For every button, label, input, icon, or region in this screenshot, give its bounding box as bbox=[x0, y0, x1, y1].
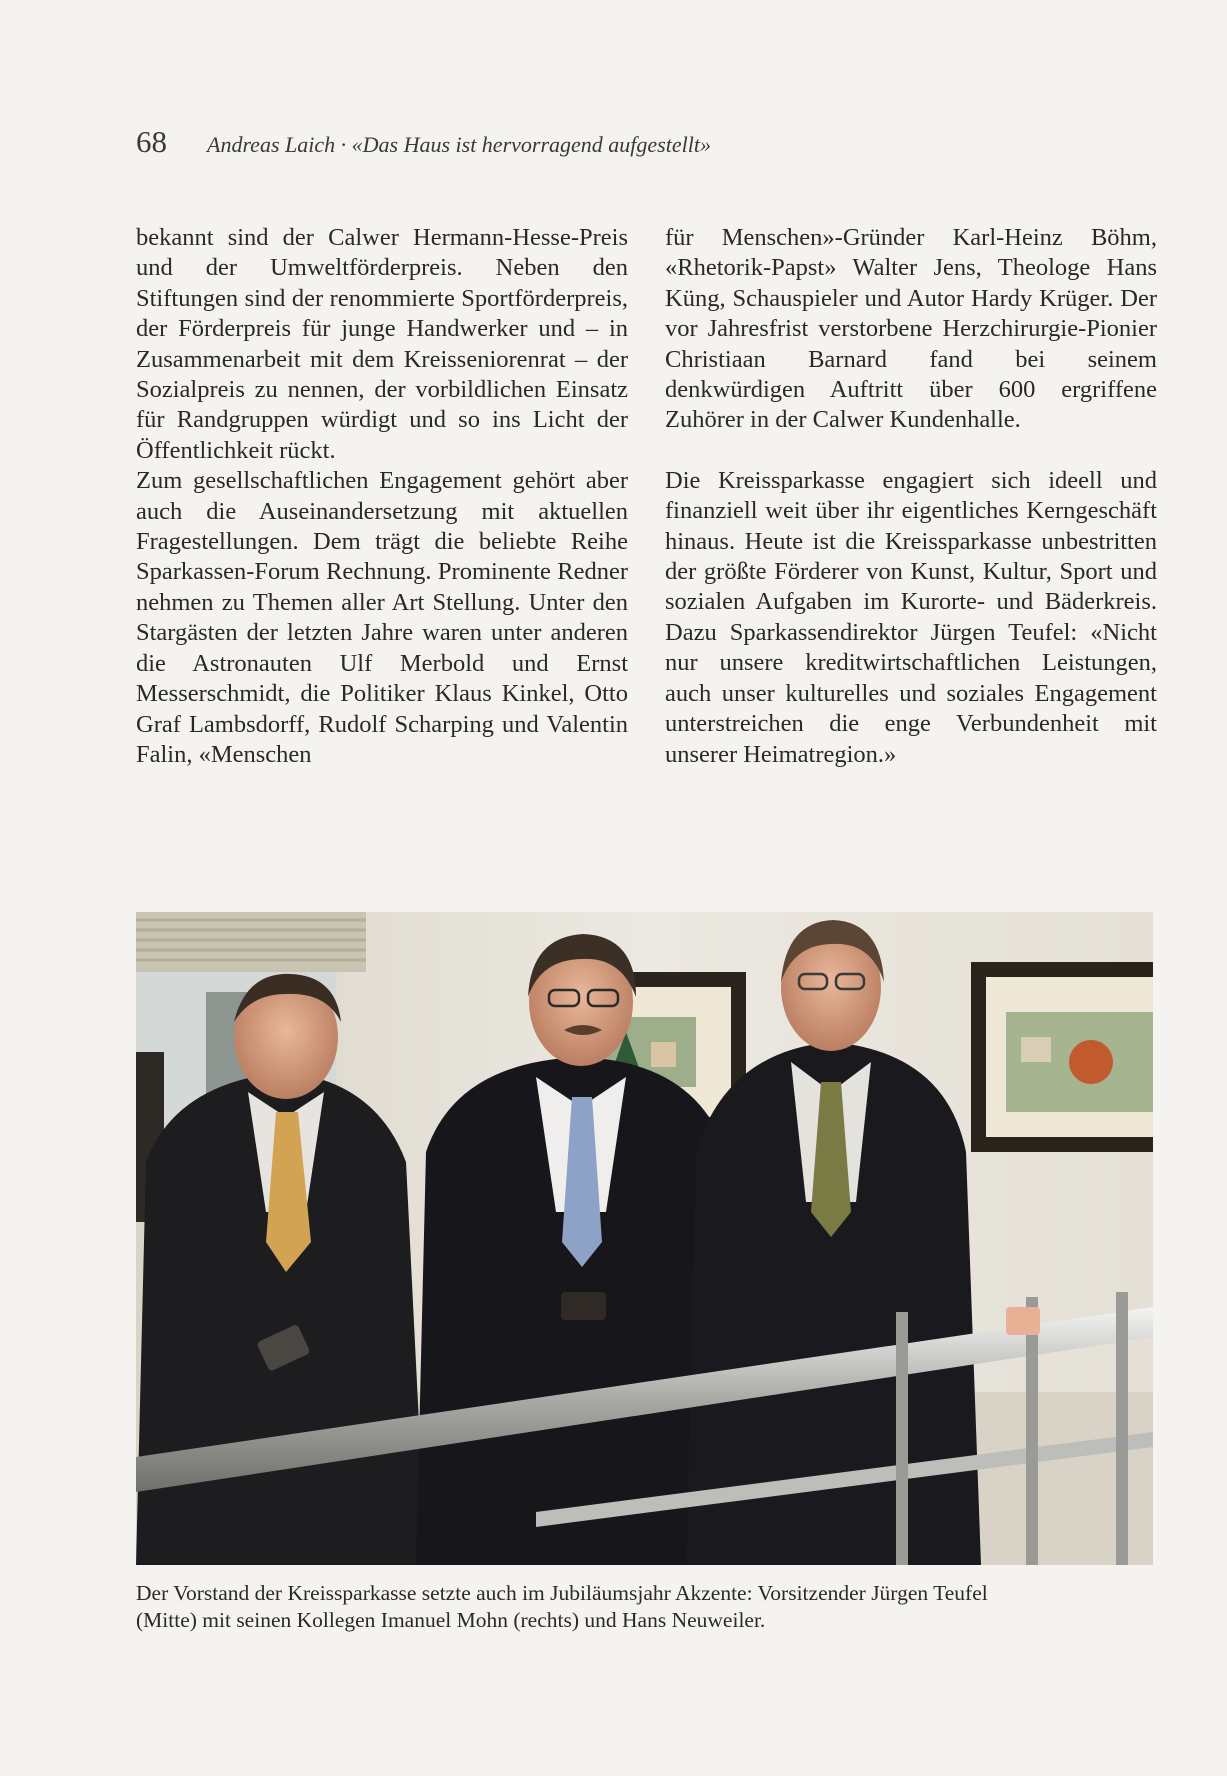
paragraph: für Menschen»-Gründer Karl-Heinz Böhm, «Rhetorik-Papst» Walter Jens, Theologe Hans Küng, Schauspieler und Autor Hardy Krüger. Der vor Jahresfrist verstorbene Herzchirurgie-Pionier Christiaan Barnard fand bei seinem denkwürdigen Auftritt über 600 ergriffene Zuhörer in der Calwer Kundenhalle. bbox=[665, 224, 1157, 434]
page-header bbox=[136, 124, 711, 160]
group-photo bbox=[136, 912, 1153, 1565]
running-head: Andreas Laich · «Das Haus ist hervorragend aufgestellt» bbox=[207, 132, 711, 157]
caption-line: (Mitte) mit seinen Kollegen Imanuel Mohn (rechts) und Hans Neuweiler. bbox=[136, 1608, 766, 1632]
left-column bbox=[136, 223, 628, 770]
right-column bbox=[665, 223, 1157, 770]
photo-caption bbox=[136, 1580, 1156, 1634]
paragraph: bekannt sind der Calwer Hermann-Hesse-Preis und der Umweltförderpreis. Neben den Stiftungen sind der renommierte Sportförderpreis, der Förderpreis für junge Handwerker und – in Zusammenarbeit mit dem Kreisseniorenrat – der Sozialpreis zu nennen, der vorbildlichen Einsatz für Randgruppen würdigt und so ins Licht der Öffentlichkeit rückt. bbox=[136, 224, 628, 464]
paragraph: Zum gesellschaftlichen Engagement gehört aber auch die Auseinandersetzung mit aktuellen Fragestellungen. Dem trägt die beliebte Reihe Sparkassen-Forum Rechnung. Prominente Redner nehmen zu Themen aller Art Stellung. Unter den Stargästen der letzten Jahre waren unter anderen die Astronauten Ulf Merbold und Ernst Messerschmidt, die Politiker Klaus Kinkel, Otto Graf Lambsdorff, Rudolf Scharping und Valentin Falin, «Menschen bbox=[136, 467, 628, 768]
paragraph: Die Kreissparkasse engagiert sich ideell und finanziell weit über ihr eigentliches Kerngeschäft hinaus. Heute ist die Kreissparkasse unbestritten der größte Förderer von Kunst, Kultur, Sport und sozialen Aufgaben im Kurorte- und Bäderkreis. Dazu Sparkassendirektor Jürgen Teufel: «Nicht nur unsere kreditwirtschaftlichen Leistungen, auch unser kulturelles und soziales Engagement unterstreichen die enge Verbundenheit mit unserer Heimatregion.» bbox=[665, 466, 1157, 768]
page-number: 68 bbox=[136, 124, 167, 159]
caption-line: Der Vorstand der Kreissparkasse setzte auch im Jubiläumsjahr Akzente: Vorsitzender Jürgen Teufel bbox=[136, 1581, 988, 1605]
